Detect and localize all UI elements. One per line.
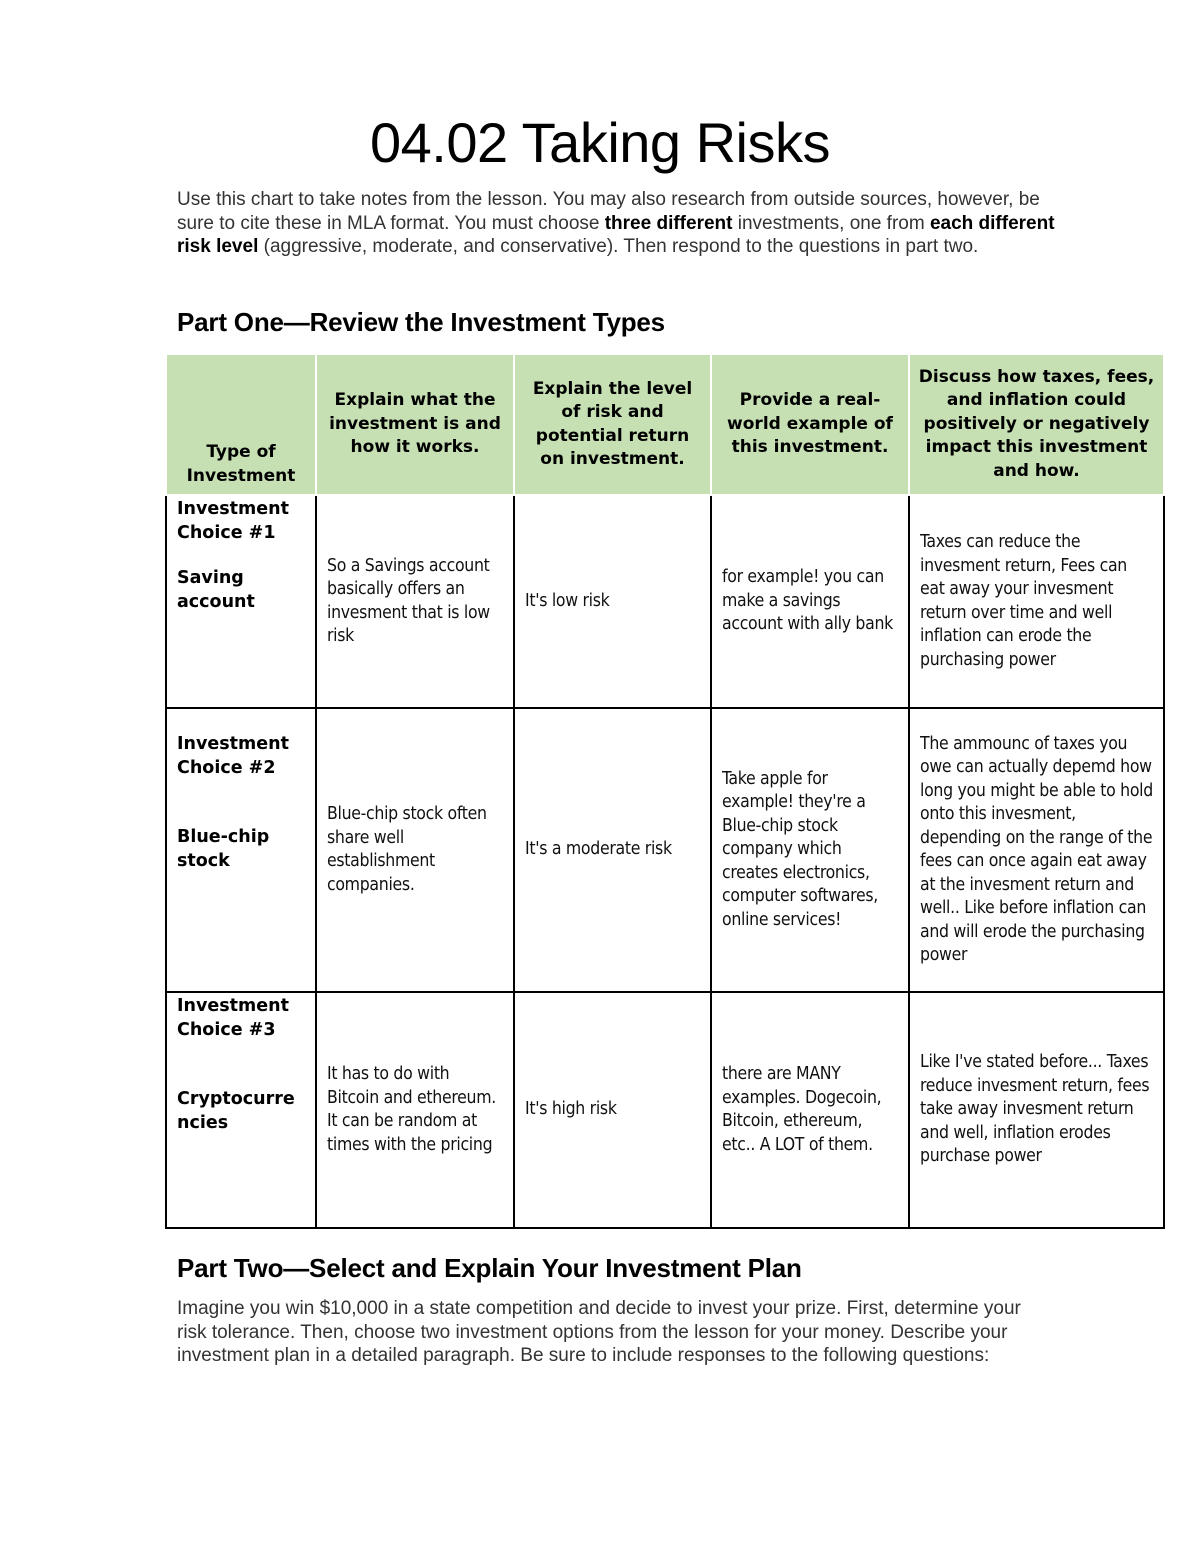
investment-table — [165, 353, 1165, 1229]
cell-risk[interactable]: It's a moderate risk — [514, 708, 711, 992]
cell-example[interactable]: Take apple for example! they're a Blue-chip stock company which creates electronics, computer softwares, online services! — [711, 708, 909, 992]
intro-paragraph — [177, 188, 1077, 259]
cell-what[interactable]: It has to do with Bitcoin and ethereum. It can be random at times with the pricing — [316, 992, 514, 1228]
header-impact: Discuss how taxes, fees, and inflation could positively or negatively impact this investment and how. — [909, 354, 1164, 495]
header-explain-what: Explain what the investment is and how it works. — [316, 354, 514, 495]
table-header-row — [166, 354, 1164, 495]
header-example: Provide a real-world example of this investment. — [711, 354, 909, 495]
row-header — [166, 708, 316, 992]
intro-text-2: investments, one from — [732, 212, 930, 234]
intro-text-3: (aggressive, moderate, and conservative). Then respond to the questions in part two. — [258, 236, 979, 257]
header-type: Type of Investment — [166, 354, 316, 495]
part-two-heading: Part Two—Select and Explain Your Investment Plan — [177, 1253, 802, 1283]
choice-label: Investment Choice #2 — [177, 734, 289, 778]
table-row — [166, 708, 1164, 992]
cell-impact[interactable]: Taxes can reduce the invesment return, Fees can eat away your invesment return over time and well inflation can erode the purchasing power — [909, 495, 1164, 708]
intro-bold-1: three different — [604, 212, 733, 234]
row-header — [166, 992, 316, 1228]
cell-what[interactable]: Blue-chip stock often share well establishment companies. — [316, 708, 514, 992]
header-risk-level: Explain the level of risk and potential return on investment. — [514, 354, 711, 495]
part-one-heading: Part One—Review the Investment Types — [177, 307, 665, 337]
cell-example[interactable]: for example! you can make a savings account with ally bank — [711, 495, 909, 708]
cell-impact[interactable]: Like I've stated before... Taxes reduce invesment return, fees take away invesment return and well, inflation erodes purchase power — [909, 992, 1164, 1228]
page-title: 04.02 Taking Risks — [370, 111, 830, 174]
choice-label: Investment Choice #3 — [177, 996, 289, 1040]
part-two-paragraph: Imagine you win $10,000 in a state competition and decide to invest your prize. First, determine your risk tolerance. Then, choose two investment options from the lesson for your money. Describe your investment plan in a detailed paragraph. Be sure to include responses to the following questions: — [177, 1298, 1021, 1366]
cell-risk[interactable]: It's low risk — [514, 495, 711, 708]
table-row — [166, 992, 1164, 1228]
cell-what[interactable]: So a Savings account basically offers an invesment that is low risk — [316, 495, 514, 708]
choice-label: Investment Choice #1 — [177, 499, 289, 543]
row-header — [166, 495, 316, 708]
investment-name: Blue-chip stock — [177, 827, 270, 871]
intro-text-1: Use this chart to take notes from the lesson. You may also research from outside sources, however, be sure to cite these in MLA format. You must choose — [177, 189, 1040, 234]
table-row — [166, 495, 1164, 708]
investment-name: Saving account — [177, 568, 255, 612]
intro-bold-2: each different risk level — [177, 212, 1055, 257]
cell-impact[interactable]: The ammounc of taxes you owe can actually depemd how long you might be able to hold onto this invesment, depending on the range of the fees can once again eat away at the invesment return and well.. Like before inflation can and will erode the purchasing power — [909, 708, 1164, 992]
investment-name: Cryptocurrencies — [177, 1089, 295, 1133]
cell-risk[interactable]: It's high risk — [514, 992, 711, 1228]
cell-example[interactable]: there are MANY examples. Dogecoin, Bitcoin, ethereum, etc.. A LOT of them. — [711, 992, 909, 1228]
